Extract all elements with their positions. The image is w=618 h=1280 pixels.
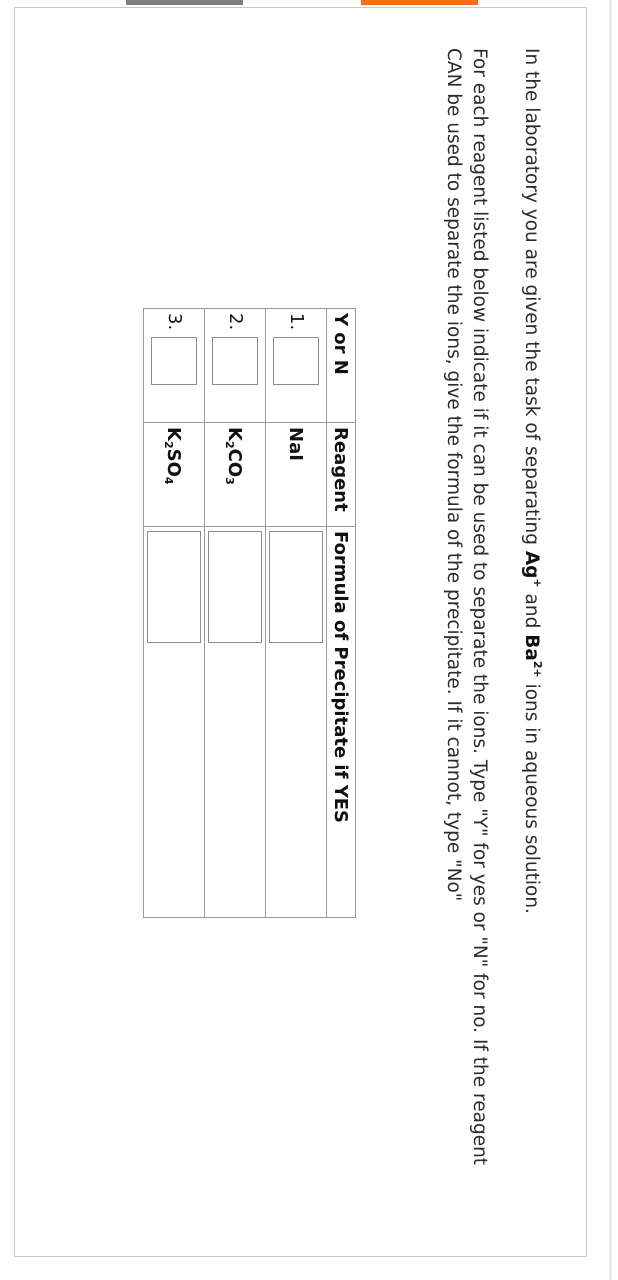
row-number: 2. bbox=[225, 313, 246, 331]
tab-indicator-orange bbox=[361, 0, 478, 5]
row-number: 1. bbox=[286, 313, 307, 331]
yn-cell bbox=[266, 309, 327, 423]
header-formula: Formula of Precipitate if YES bbox=[327, 527, 356, 918]
tab-indicator-gray bbox=[126, 0, 243, 5]
yn-cell bbox=[205, 309, 266, 423]
table-row bbox=[266, 309, 327, 918]
question-body bbox=[440, 48, 544, 1198]
table-row bbox=[144, 309, 205, 918]
reagent-nai: NaI bbox=[266, 423, 327, 527]
reagent-k2co3: $K_2CO_3$ bbox=[205, 423, 266, 527]
question-card bbox=[14, 7, 587, 1257]
rotated-content bbox=[15, 8, 588, 1258]
formula-input-1[interactable] bbox=[269, 531, 323, 643]
intro-text-a: In the laboratory you are given the task of separating bbox=[521, 48, 542, 545]
formula-input-2[interactable] bbox=[208, 531, 262, 643]
header-reagent: Reagent bbox=[327, 423, 356, 527]
header-y-or-n: Y or N bbox=[327, 309, 356, 423]
formula-input-3[interactable] bbox=[147, 531, 201, 643]
yn-cell bbox=[144, 309, 205, 423]
yn-input-3[interactable] bbox=[151, 337, 197, 385]
intro-text-b: ions in aqueous solution. bbox=[521, 683, 542, 914]
table-row bbox=[205, 309, 266, 918]
table-header-row bbox=[327, 309, 356, 918]
yn-input-2[interactable] bbox=[212, 337, 258, 385]
ion-barium: $Ba^{2+}$ bbox=[521, 634, 544, 678]
formula-cell bbox=[144, 527, 205, 918]
yn-input-1[interactable] bbox=[273, 337, 319, 385]
answer-table bbox=[143, 308, 356, 918]
question-intro bbox=[518, 48, 544, 1198]
row-number: 3. bbox=[164, 313, 185, 331]
reagent-k2so4: $K_2SO_4$ bbox=[144, 423, 205, 527]
formula-cell bbox=[205, 527, 266, 918]
question-instructions: For each reagent listed below indicate if it can be used to separate the ions. Type "Y" for yes or "N" for no. If the reagent CAN be used to separate the ions, give the formula of the precipitate. If it cannot, type "No" bbox=[443, 48, 490, 1166]
scrollbar-track[interactable] bbox=[609, 0, 612, 1280]
ion-silver: Ag+ bbox=[521, 550, 544, 588]
formula-cell bbox=[266, 527, 327, 918]
intro-and: and bbox=[521, 593, 542, 629]
